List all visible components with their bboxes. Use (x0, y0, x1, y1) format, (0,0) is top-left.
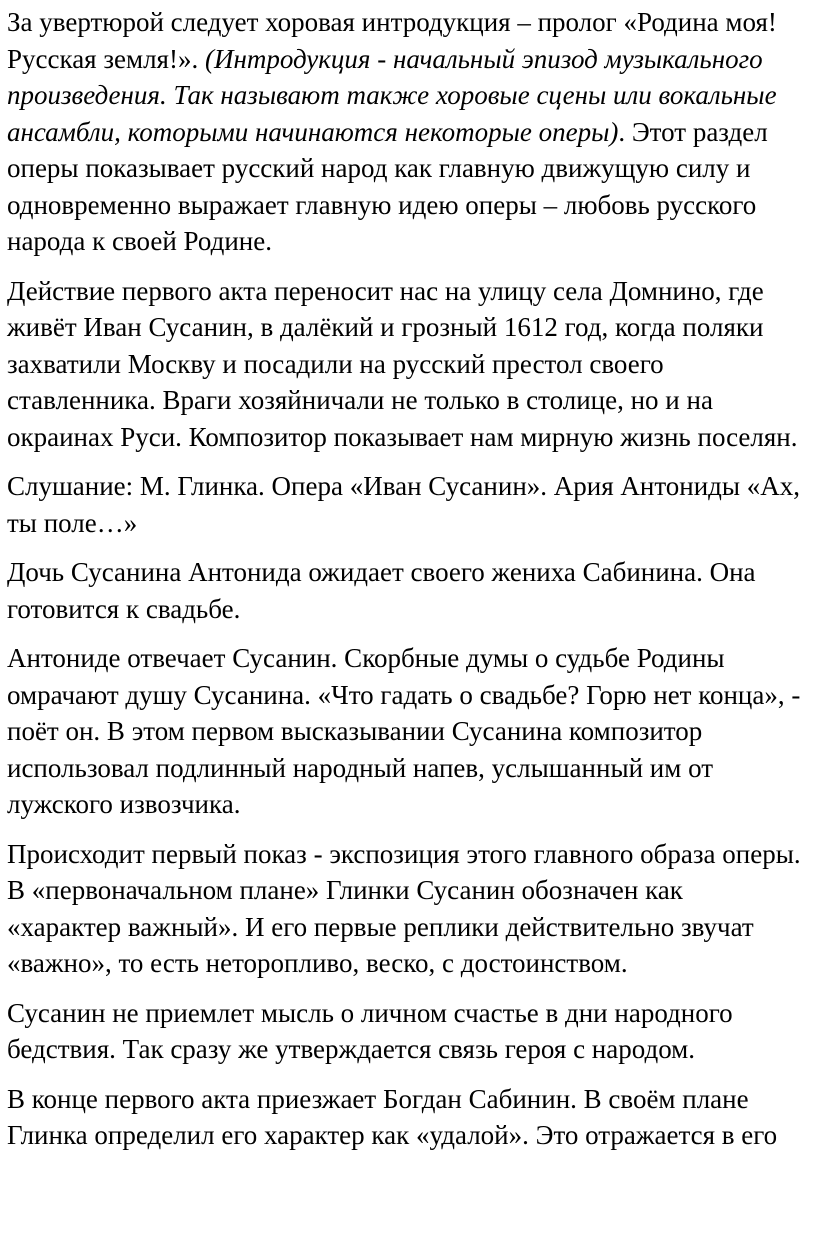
paragraph-introduction-tail: . Этот раздел оперы показывает русский народ как главную движущую силу и одновременно выражает главную идею оперы – любовь русского народа к своей Родине. (7, 116, 768, 256)
paragraph-exposition: Происходит первый показ - экспозиция этого главного образа оперы. В «первоначальном плане» Глинки Сусанин обозначен как «характер важный». И его первые реплики действительно звучат «важно», то есть неторопливо, веско, с достоинством. (7, 838, 801, 978)
paragraph-listening: Слушание: М. Глинка. Опера «Иван Сусанин». Ария Антониды «Ах, ты поле…» (7, 471, 801, 538)
paragraph-first-act: Действие первого акта переносит нас на улицу села Домнино, где живёт Иван Сусанин, в далёкий и грозный 1612 год, когда поляки захватили Москву и посадили на русский престол своего ставленника. Враги хозяйничали не только в столице, но и на окраинах Руси. Композитор показывает нам мирную жизнь поселян. (7, 275, 798, 452)
introduction-definition-note: (Интродукция - начальный эпизод музыкального произведения. Так называют также хоровые сцены или вокальные ансамбли, которыми начинаются некоторые оперы) (7, 43, 777, 147)
paragraph-sabinin: В конце первого акта приезжает Богдан Сабинин. В своём плане Глинка определил его характер как «удалой». Это отражается в его (7, 1083, 778, 1150)
paragraph-introduction-lead: За увертюрой следует хоровая интродукция – пролог «Родина моя! Русская земля!». (7, 7, 777, 74)
paragraph-susanin-reply: Антониде отвечает Сусанин. Скорбные думы о судьбе Родины омрачают душу Сусанина. «Что гадать о свадьбе? Горю нет конца», - поёт он. В этом первом высказывании Сусанина композитор использовал подлинный народный напев, услышанный им от лужского извозчика. (7, 643, 801, 819)
paragraph-susanin-people: Сусанин не приемлет мысль о личном счастье в дни народного бедствия. Так сразу же утверждается связь героя с народом. (7, 997, 733, 1064)
paragraph-introduction (7, 4, 802, 260)
paragraph-antonida: Дочь Сусанина Антонида ожидает своего жениха Сабинина. Она готовится к свадьбе. (7, 557, 756, 624)
